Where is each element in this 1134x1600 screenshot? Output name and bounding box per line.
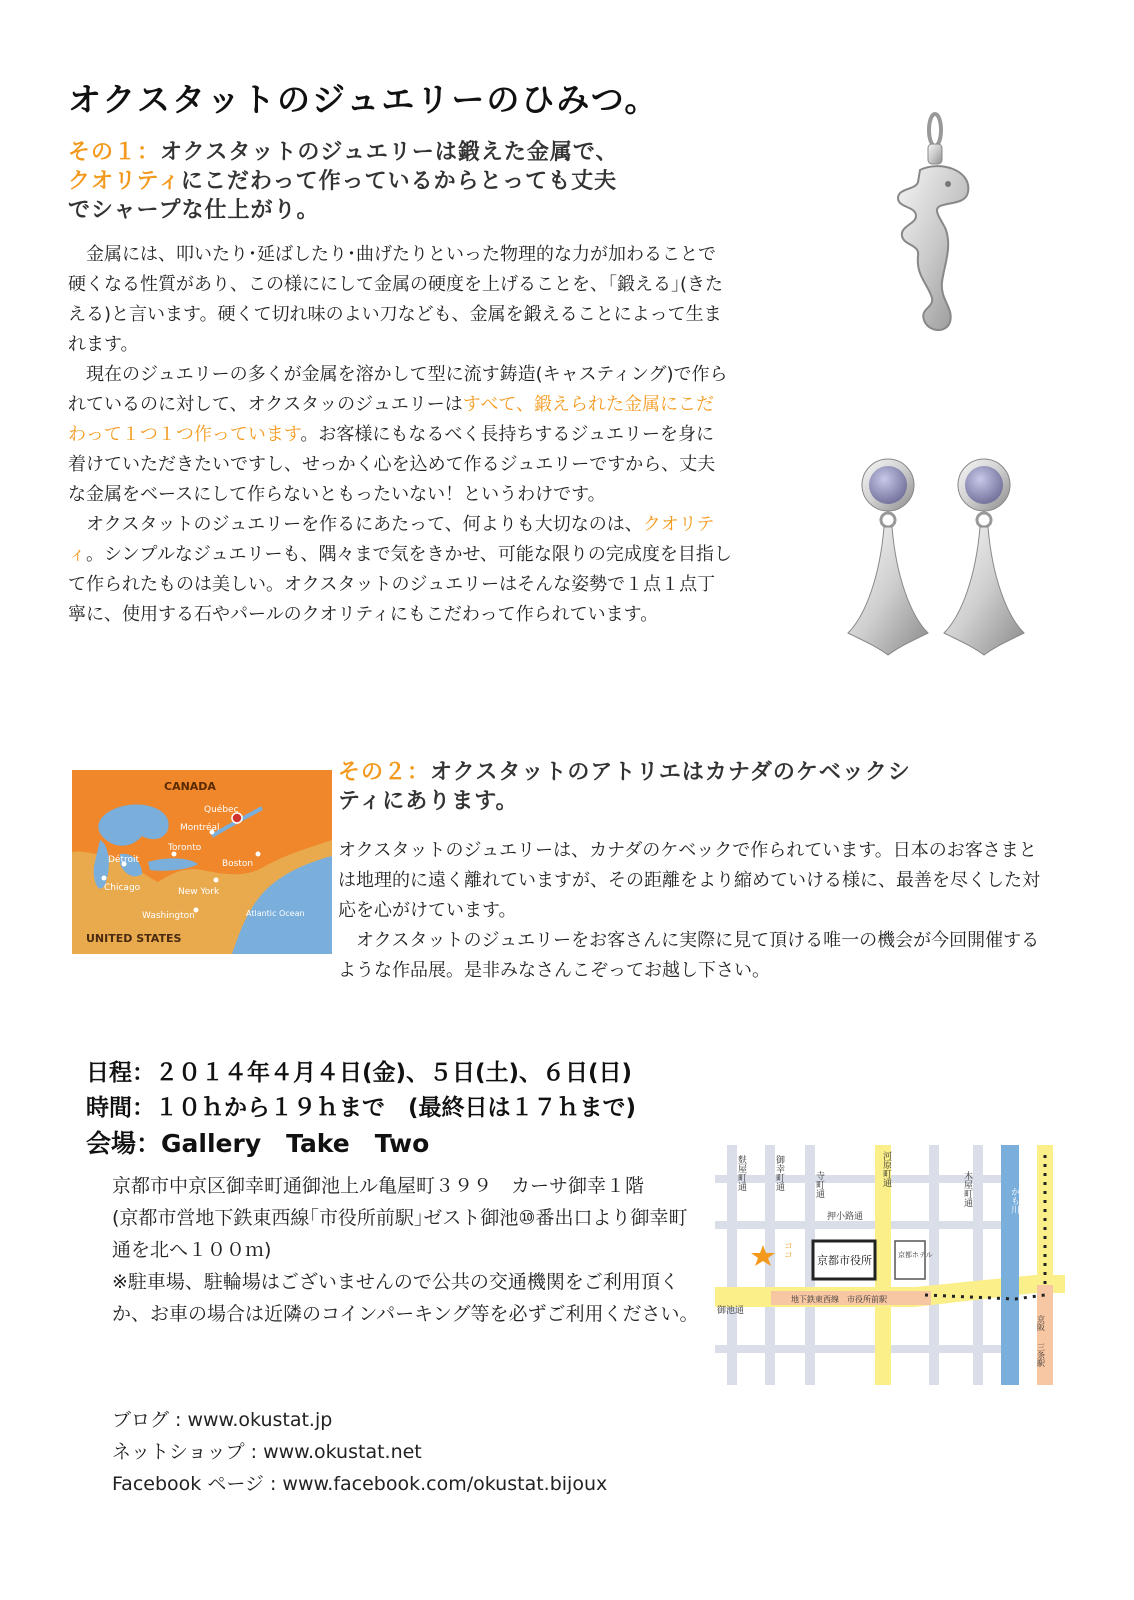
p2-text-b: 。お客様にもなるべく長持ちするジュエリーを身に着けていただきたいですし、せっかく心を込めて作るジュエリーですから、丈夫な金属をベースにして作らないともったいない！というわけです。 [68, 424, 716, 505]
section1-heading [68, 138, 788, 225]
map-label-newyork: New York [178, 887, 220, 897]
shop-link[interactable]: ネットショップ : www.okustat.net [112, 1441, 422, 1463]
map-label-chicago: Chicago [104, 883, 141, 893]
p3-text-a: オクスタットのジュエリーを作るにあたって、何よりも大切なのは、 [86, 514, 643, 535]
section2-paragraph2: オクスタットのジュエリーをお客さんに実際に見て頂ける唯一の機会が今回開催するような作品展。是非みなさんこぞってお越し下さい。 [338, 930, 1040, 981]
section1-heading-line1: オクスタットのジュエリーは鍛えた金属で、 [160, 140, 619, 165]
section2-body [338, 836, 1054, 986]
map-label-gokomachi: 御幸町通 [774, 1155, 784, 1191]
section2-heading [338, 758, 1038, 816]
p2-text-a: 現在のジュエリーの多くが金属を溶かして型に流す鋳造(キャスティング)で作られているのに対して、オクスタッのジュエリーは [68, 364, 728, 415]
map-label-cityhall: 京都市役所 [817, 1254, 872, 1267]
blog-link[interactable]: ブログ : www.okustat.jp [112, 1409, 333, 1431]
section1-paragraph2 [68, 360, 732, 510]
p2-highlight: すべて、鍛えられた金属にこだわって１つ１つ作っています [68, 394, 715, 445]
map-label-atlantic: Atlantic Ocean [246, 909, 305, 918]
map-label-kamogawa: かも川 [1009, 1187, 1019, 1214]
event-venue: 会場：Gallery Take Two [86, 1129, 430, 1158]
earrings-image [840, 455, 1035, 665]
map-label-detroit: Détroit [108, 855, 140, 865]
map-label-kawaramachi: 河原町通 [881, 1151, 891, 1187]
p3-text-b: 。シンプルなジュエリーも、隅々まで気をきかせ、可能な限りの完成度を目指して作られたものは美しい。オクスタットのジュエリーはそんな姿勢で１点１点丁寧に、使用する石やパールのクオリティにもこだわって作られています。 [68, 544, 732, 625]
section1-body [68, 240, 732, 630]
map-label-washington: Washington [142, 911, 195, 921]
map-label-subway: 地下鉄東西線 市役所前駅 [791, 1295, 887, 1304]
map-label-hotel: 京都ホテル [898, 1251, 933, 1259]
section2-heading-line2: ティにあります。 [338, 789, 519, 814]
section1-heading-line2: にこだわって作っているからとっても丈夫 [180, 169, 618, 194]
section1-prefix: その１： [68, 140, 161, 165]
map-label-fuyacho: 麩屋町通 [736, 1155, 746, 1191]
section1-heading-line3: でシャープな仕上がり。 [68, 198, 320, 223]
section2-prefix: その２： [338, 760, 431, 785]
event-access: (京都市営地下鉄東西線｢市役所前駅｣ゼスト御池⑩番出口より御幸町通を北へ１００ｍ) [112, 1207, 688, 1261]
map-label-montreal: Montréal [180, 823, 220, 833]
section1-paragraph1: 金属には、叩いたり･延ばしたり･曲げたりといった物理的な力が加わることで硬くなる性質があり、この様ににして金属の硬度を上げることを、｢鍛える｣(きたえる)と言います。硬くて切れ味のよい刀なども、金属を鍛えることによって生まれます。 [68, 244, 724, 355]
event-date: 日程：２０１４年４月４日(金)、５日(土)、６日(日) [86, 1060, 633, 1086]
section1-paragraph3 [68, 510, 732, 630]
map-label-toronto: Toronto [168, 843, 202, 853]
section2-heading-line1: オクスタットのアトリエはカナダのケベックシ [430, 760, 911, 785]
page-title: オクスタットのジュエリーのひみつ。 [68, 80, 660, 119]
seahorse-pendant-image [880, 108, 990, 338]
map-label-quebec: Québec [204, 805, 239, 815]
map-label-boston: Boston [222, 859, 254, 869]
map-label-oshikoji: 押小路通 [827, 1212, 864, 1222]
map-label-kiyamachi: 木屋町通 [962, 1171, 972, 1207]
p3-highlight: クオリティ [68, 514, 715, 565]
kyoto-map-image [715, 1145, 1065, 1385]
event-note: ※駐車場、駐輪場はございませんので公共の交通機関をご利用頂くか、お車の場合は近隣のコインパーキング等を必ずご利用ください。 [112, 1271, 699, 1325]
map-label-sanjo: 三条駅 [1036, 1343, 1046, 1367]
map-label-koko: ココ [782, 1241, 792, 1259]
section2-paragraph1: オクスタットのジュエリーは、カナダのケベックで作られています。日本のお客さまとは地理的に遠く離れていますが、その距離をより縮めていける様に、最善を尽くした対応を心がけています。 [338, 840, 1040, 921]
left-earring [848, 459, 928, 655]
map-label-canada: CANADA [164, 780, 216, 793]
event-address: 京都市中京区御幸町通御池上ル亀屋町３９９ カーサ御幸１階 [112, 1175, 645, 1197]
map-label-oike: 御池通 [717, 1306, 745, 1316]
event-time: 時間：１０ｈから１９ｈまで (最終日は１７ｈまで) [86, 1095, 637, 1121]
map-label-keihan: 京阪 [1036, 1315, 1046, 1331]
section1-quality: クオリティ [68, 169, 181, 194]
facebook-link[interactable]: Facebook ページ : www.facebook.com/okustat.bijoux [112, 1473, 608, 1495]
links-block [112, 1404, 607, 1500]
map-label-us: UNITED STATES [86, 932, 182, 945]
canada-map-image [72, 770, 332, 954]
right-earring [944, 459, 1024, 655]
event-address-block [112, 1170, 704, 1330]
map-label-teramachi: 寺町通 [814, 1171, 824, 1198]
